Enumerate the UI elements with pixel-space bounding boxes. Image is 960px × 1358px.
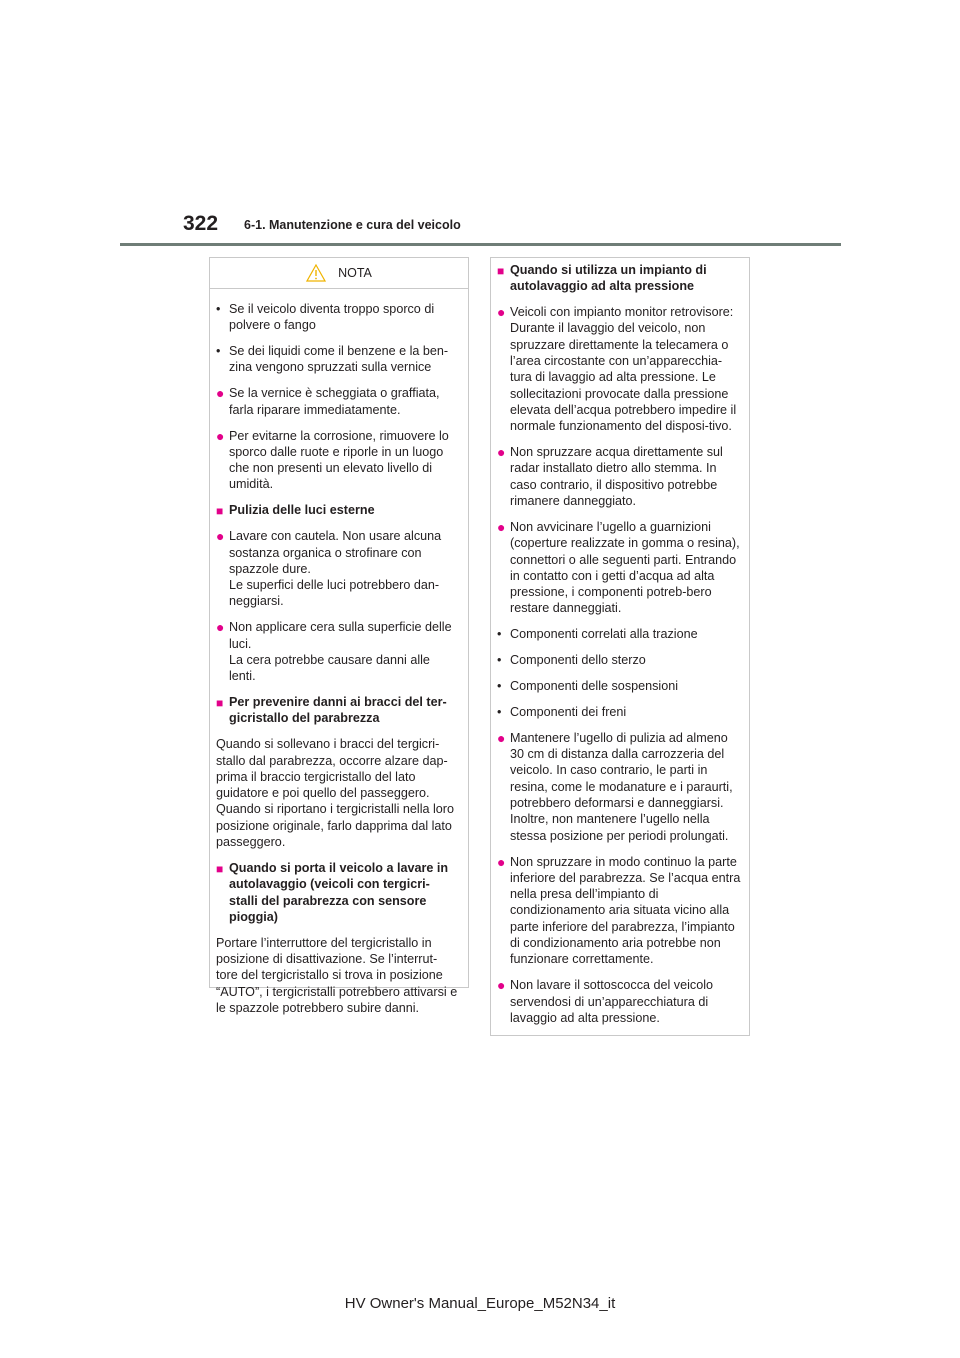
bullet-dot-icon: ●	[216, 619, 225, 636]
warning-icon	[306, 264, 326, 282]
list-item	[216, 428, 458, 493]
list-item-text: Se la vernice è scheggiata o graffiata, farla riparare immediatamente.	[229, 386, 440, 417]
list-item-text: Veicoli con impianto monitor retrovisore: Durante il lavaggio del veicolo, non spruzzare direttamente la telecamera o l’area circostante con un’apparecchia-tura di lavaggio ad alta pressione. Le sollecitazioni provocate dalla pressione elevata dell’acqua potrebbero impedire il normale funzionamento del disposi-tivo.	[510, 305, 737, 434]
list-item-text: Non spruzzare acqua direttamente sul radar installato dietro allo stemma. In caso contrario, il dispositivo potrebbe rimanere danneggiato.	[510, 445, 723, 509]
paragraph	[216, 935, 458, 1016]
bullet-dot-icon: ●	[216, 528, 225, 545]
footer-text: HV Owner's Manual_Europe_M52N34_it	[344, 1295, 616, 1312]
paragraph-text: Quando si sollevano i bracci del tergicri-stallo dal parabrezza, occorre alzare dap-prima il braccio tergicristallo del lato guidatore e poi quello del passeggero. Quando si riportano i tergicristalli nella loro posizione originale, farlo dapprima dal lato passeggero.	[216, 737, 454, 850]
section-title: 6-1. Manutenzione e cura del veicolo	[244, 218, 461, 232]
list-item	[497, 626, 743, 642]
list-item	[497, 444, 743, 509]
bullet-dot-icon: ●	[216, 385, 225, 402]
list-item-text: Se dei liquidi come il benzene e la ben-zina vengono spruzzati sulla vernice	[229, 344, 449, 375]
bullet-dot-icon: ●	[497, 444, 506, 461]
list-item	[216, 619, 458, 684]
bullet-icon: •	[497, 679, 502, 694]
heading-square-icon: ■	[216, 504, 224, 519]
list-item	[216, 385, 458, 418]
bullet-dot-icon: ●	[497, 518, 506, 535]
bullet-icon: •	[497, 704, 502, 719]
heading-square-icon: ■	[497, 264, 505, 278]
nota-box	[209, 257, 469, 1015]
list-item-text: Componenti dello sterzo	[510, 653, 646, 668]
list-item-text: Non lavare il sottoscocca del veicolo servendosi di un’apparecchiatura di lavaggio ad alta pressione.	[510, 978, 714, 1025]
list-item-text: Non spruzzare in modo continuo la parte inferiore del parabrezza. Se l’acqua entra nella presa dell’impianto di condizionamento aria situata vicino alla parte inferiore del parabrezza, l’impianto di condizionamento aria potrebbe non funzionare correttamente.	[510, 854, 741, 967]
list-item	[497, 854, 743, 968]
subheading-text: Pulizia delle luci esterne	[229, 503, 375, 518]
bullet-dot-icon: ●	[497, 977, 506, 994]
header-rule	[120, 243, 841, 246]
list-item	[497, 977, 743, 1026]
list-item	[497, 652, 743, 668]
bullet-dot-icon: ●	[497, 304, 506, 321]
bullet-icon: •	[216, 344, 221, 359]
list-item	[497, 678, 743, 694]
heading-square-icon: ■	[216, 861, 224, 876]
bullet-icon: •	[497, 653, 502, 668]
list-item-text: Componenti correlati alla trazione	[510, 627, 698, 642]
list-item-text: Componenti delle sospensioni	[510, 679, 679, 694]
bullet-dot-icon: ●	[216, 427, 225, 444]
heading-square-icon: ■	[216, 696, 224, 711]
page-number: 322	[183, 212, 219, 235]
subheading-text: Quando si utilizza un impianto di autolavaggio ad alta pressione	[510, 263, 707, 294]
subheading-text: Per prevenire danni ai bracci del ter-gicristallo del parabrezza	[229, 695, 447, 726]
nota-label: NOTA	[338, 265, 372, 280]
subheading	[216, 694, 458, 727]
right-box-content	[497, 262, 743, 1026]
paragraph-text: Portare l’interruttore del tergicristallo in posizione di disattivazione. Se l’interrut-tore del tergicristallo si trova in posizione “AUTO”, i tergicristalli potrebbero attivarsi e le spazzole potrebbero subire danni.	[216, 935, 458, 1015]
list-item	[497, 730, 743, 844]
list-item-text: Se il veicolo diventa troppo sporco di polvere o fango	[229, 302, 435, 333]
list-item	[216, 301, 458, 334]
list-item-text: Per evitarne la corrosione, rimuovere lo sporco dalle ruote e riporle in un luogo che non presenti un elevato livello di umidità.	[229, 428, 449, 492]
list-item-text: Lavare con cautela. Non usare alcuna sostanza organica o strofinare con spazzole dure. Le superfici delle luci potrebbero dan-neggiarsi.	[229, 529, 442, 609]
right-box	[490, 257, 750, 1036]
bullet-icon: •	[497, 627, 502, 642]
paragraph	[216, 736, 458, 850]
list-item	[497, 519, 743, 617]
subheading	[216, 502, 458, 518]
list-item-text: Componenti dei freni	[510, 704, 627, 719]
list-item	[216, 528, 458, 609]
subheading	[216, 860, 458, 925]
nota-header	[210, 258, 468, 289]
subheading	[497, 262, 743, 295]
list-item	[216, 343, 458, 376]
bullet-dot-icon: ●	[497, 729, 506, 746]
subheading-text: Quando si porta il veicolo a lavare in autolavaggio (veicoli con tergicri-stalli del parabrezza con sensore pioggia)	[229, 860, 449, 924]
list-item-text: Non applicare cera sulla superficie delle luci. La cera potrebbe causare danni alle lenti.	[229, 620, 452, 684]
bullet-dot-icon: ●	[497, 853, 506, 870]
bullet-icon: •	[216, 302, 221, 316]
list-item-text: Non avvicinare l’ugello a guarnizioni (coperture realizzate in gomma o resina), connettori o alle seguenti parti. Entrando in contatto con i getti d’acqua ad alta pressione, i componenti potreb-bero restare danneggiati.	[510, 519, 740, 616]
list-item	[497, 704, 743, 720]
list-item	[497, 304, 743, 434]
left-box-content	[216, 289, 458, 1016]
list-item-text: Mantenere l’ugello di pulizia ad almeno 30 cm di distanza dalla carrozzeria del veicolo. In caso contrario, le parti in resina, come le modanature e i paraurti, potrebbero deformarsi e danneggiarsi. Inoltre, non mantenere l’ugello nella stessa posizione per periodi prolungati.	[510, 730, 733, 843]
